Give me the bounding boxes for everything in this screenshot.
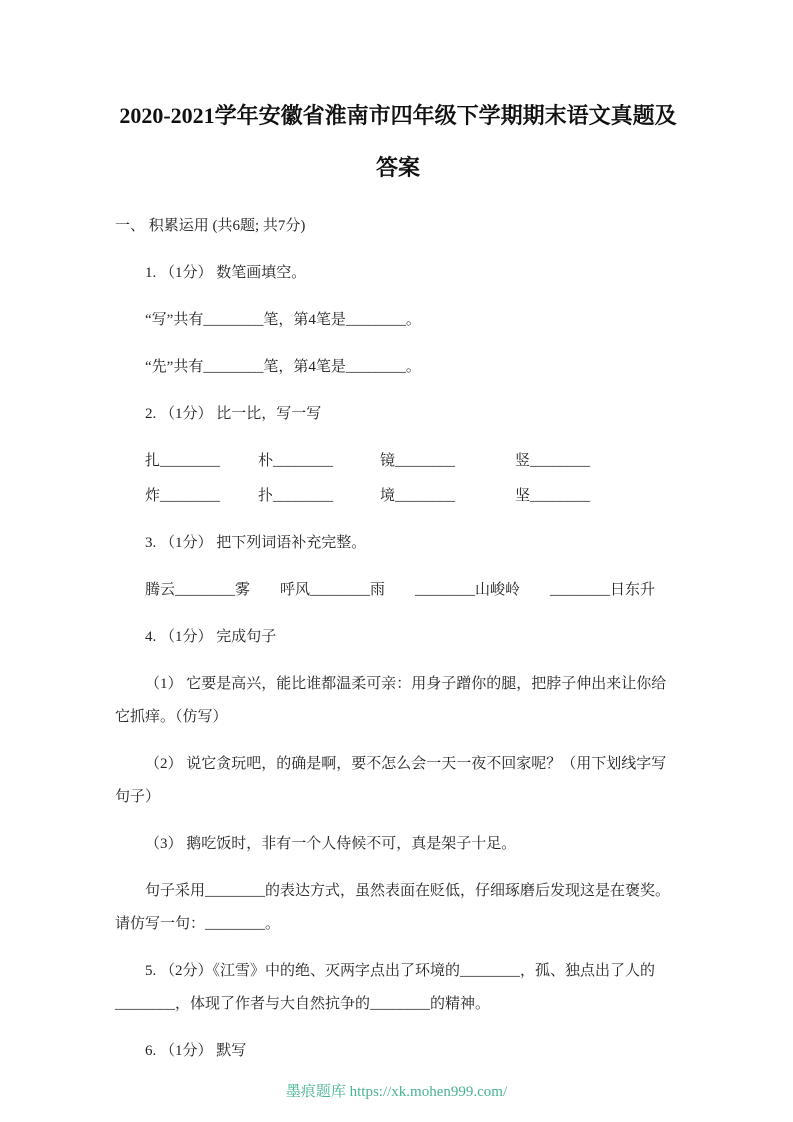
- footer: [0, 1080, 793, 1101]
- question-5-stem: 5. （2分）《江雪》中的绝、灭两字点出了环境的________，孤、独点出了人的________，体现了作者与大自然抗争的________的精神。: [115, 963, 656, 1012]
- exam-title: [115, 90, 681, 194]
- question-4-sub-3: （3） 鹅吃饭时，非有一个人侍候不可，真是架子十足。: [145, 836, 517, 852]
- compare-item: 朴________: [258, 453, 334, 469]
- compare-item: 扎________: [145, 453, 221, 469]
- compare-item: 镜________: [380, 453, 456, 469]
- compare-item: 扑________: [258, 488, 334, 504]
- question-1-blank-line-xian: “先”共有________笔，第4笔是________。: [145, 359, 421, 375]
- question-4-stem: 4. （1分） 完成句子: [145, 629, 277, 645]
- compare-item: 境________: [380, 488, 456, 504]
- question-1-stem: 1. （1分） 数笔画填空。: [145, 265, 307, 281]
- question-2-stem: 2. （1分） 比一比，写一写: [145, 406, 322, 422]
- exam-title-line-2: 答案: [375, 155, 420, 180]
- exam-title-line-1: 2020-2021学年安徽省淮南市四年级下学期期末语文真题及: [119, 103, 677, 128]
- question-6-stem: 6. （1分） 默写: [145, 1043, 247, 1059]
- question-4-sub-1: （1） 它要是高兴，能比谁都温柔可亲：用身子蹭你的腿，把脖子伸出来让你给它抓痒。（仿写）: [115, 676, 667, 725]
- compare-item: 炸________: [145, 488, 221, 504]
- section-heading: 一、 积累运用 (共6题; 共7分): [115, 218, 306, 234]
- footer-text: 墨痕题库 https://xk.mohen999.com/: [285, 1084, 508, 1100]
- compare-item: 竖________: [515, 453, 591, 469]
- question-4-sub-2: （2） 说它贪玩吧，的确是啊，要不怎么会一天一夜不回家呢？（用下划线字写句子）: [115, 756, 667, 805]
- question-1-blank-line-xie: “写”共有________笔，第4笔是________。: [145, 312, 421, 328]
- compare-item: 坚________: [515, 488, 591, 504]
- question-2-compare-row-2: [115, 480, 681, 513]
- question-3-fill-in-words: 腾云________雾 呼风________雨 ________山峻岭 ________日东升: [145, 582, 656, 598]
- question-2-compare-row-1: [115, 445, 681, 478]
- exam-content: [115, 90, 681, 1082]
- question-3-stem: 3. （1分） 把下列词语补充完整。: [145, 535, 367, 551]
- question-4-followup: 句子采用________的表达方式，虽然表面在贬低，仔细琢磨后发现这是在褒奖。请仿写一句：________。: [115, 883, 671, 932]
